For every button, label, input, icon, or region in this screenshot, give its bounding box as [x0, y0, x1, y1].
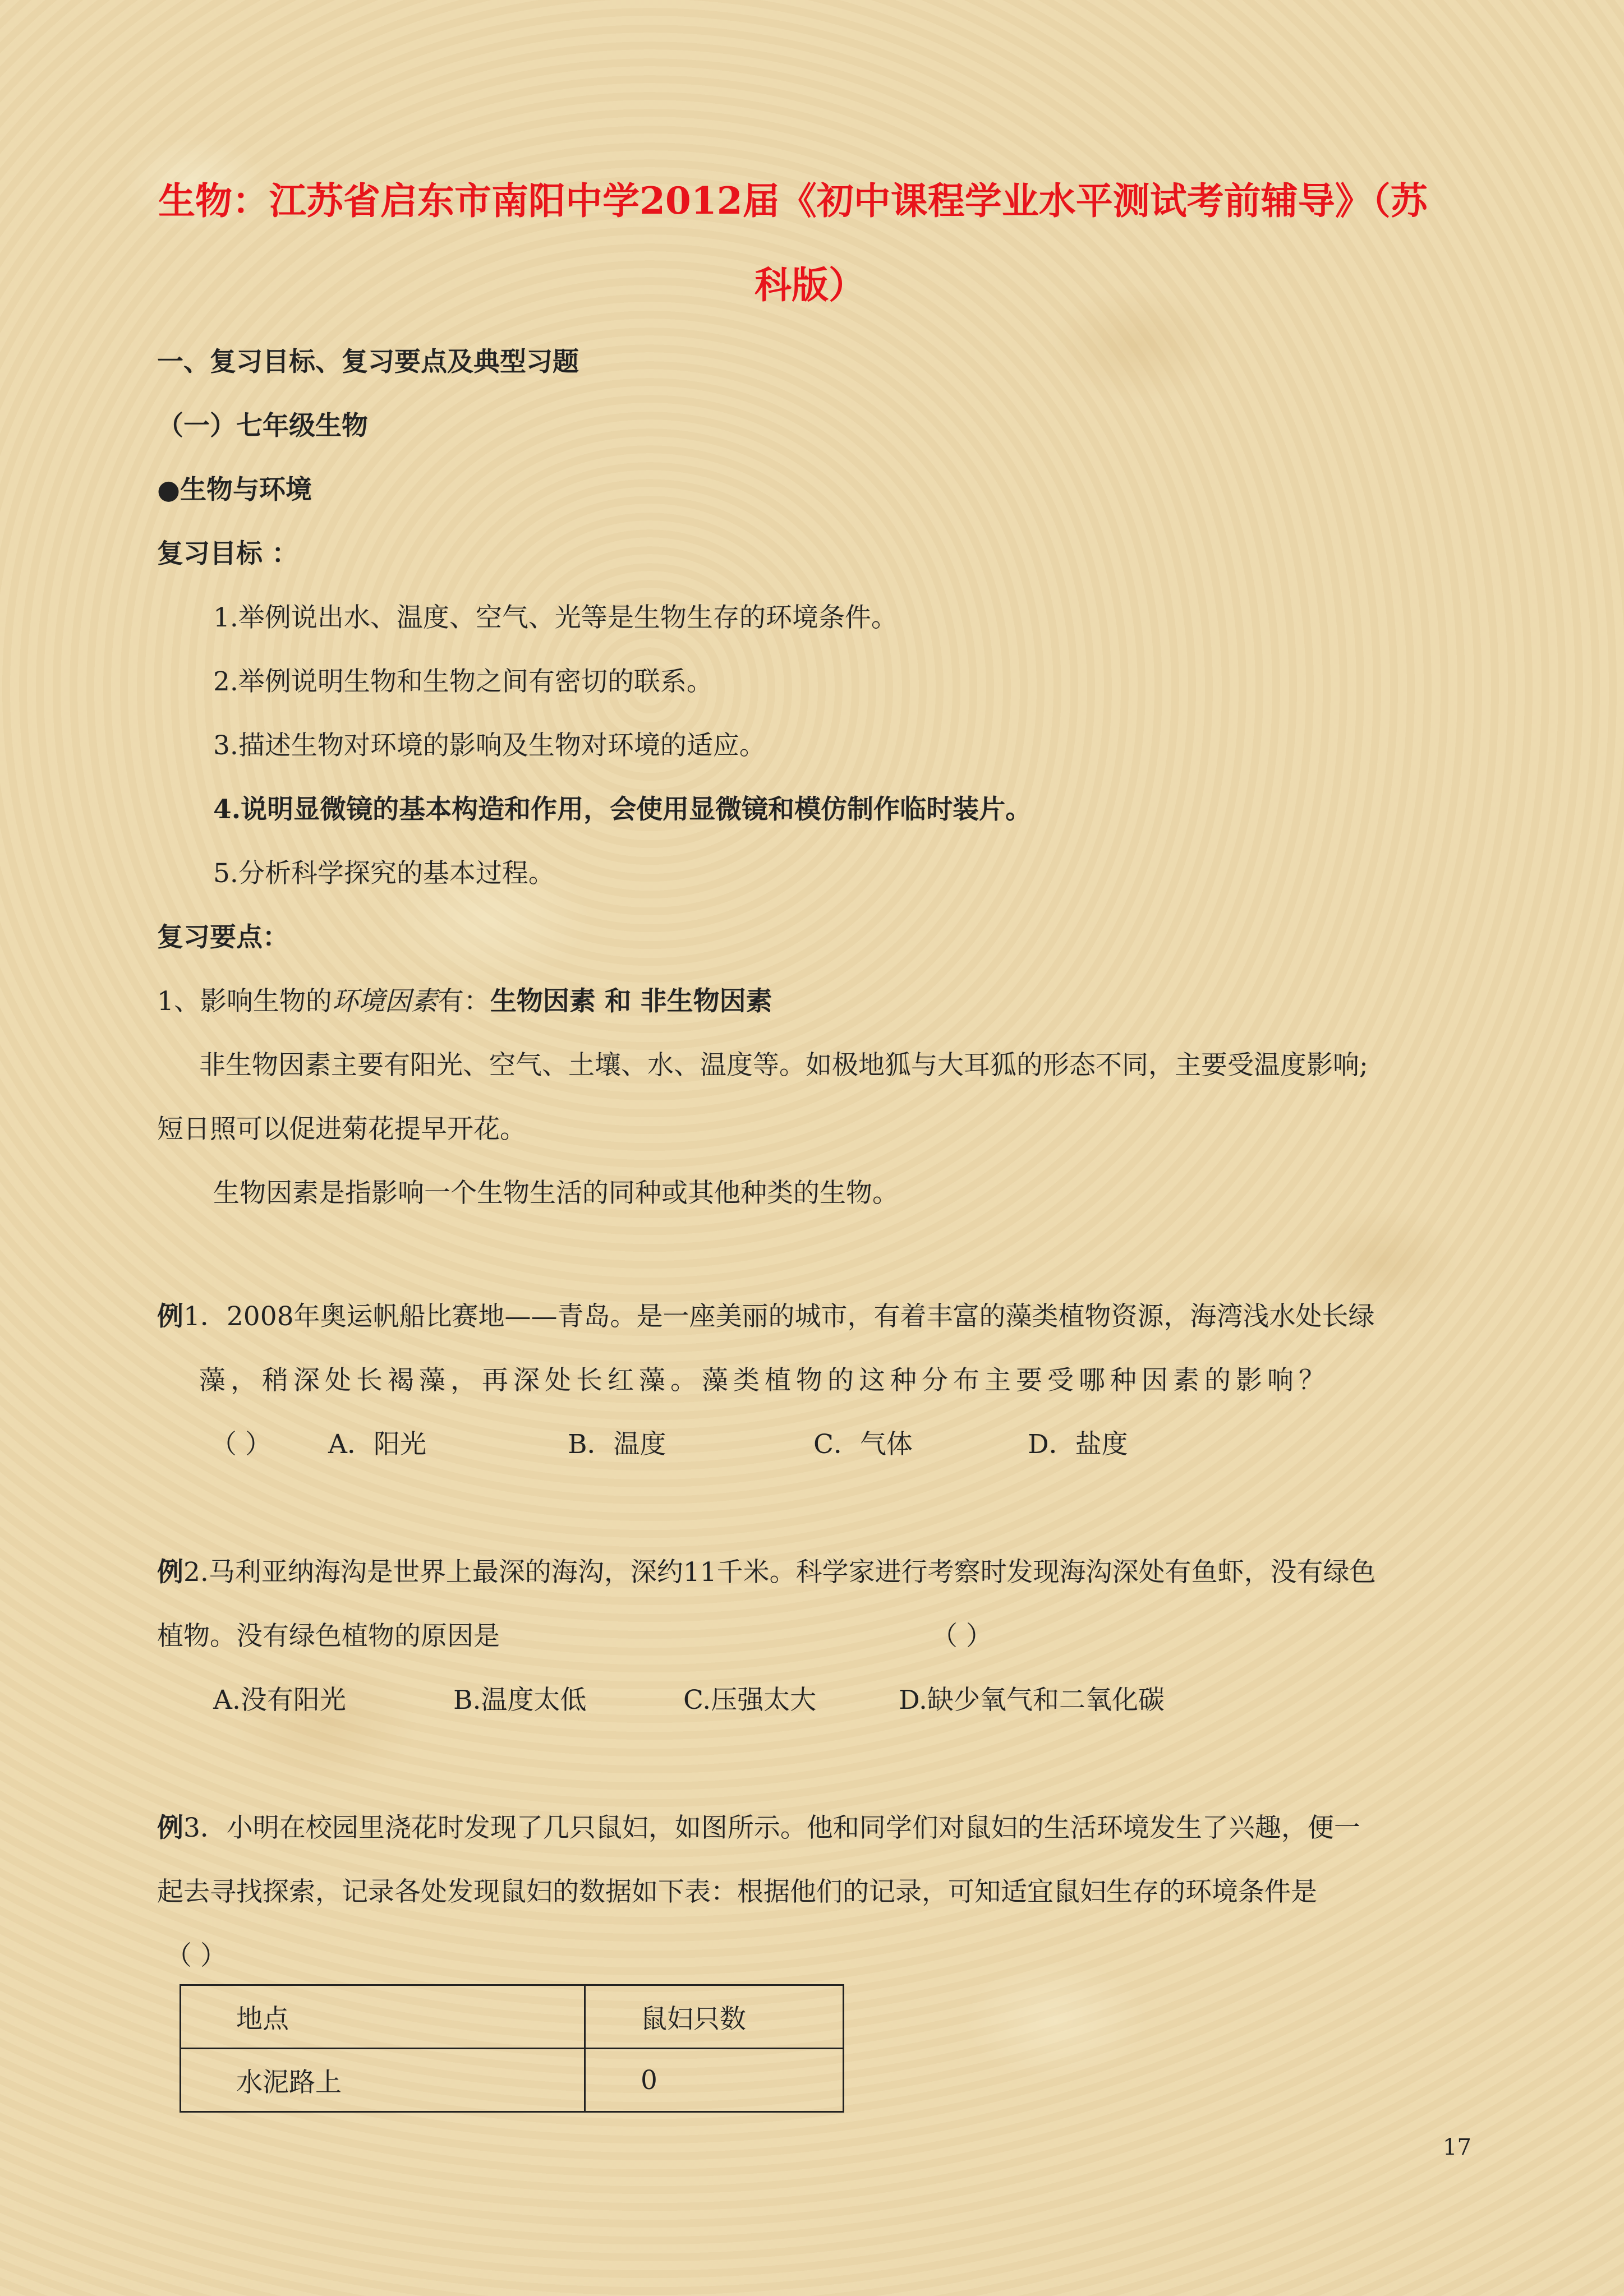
table-cell: 0	[585, 2049, 844, 2112]
point-1-prefix: 1、影响生物的	[157, 986, 332, 1017]
page-number: 17	[1443, 2134, 1471, 2160]
example-2-option-c: C.压强太大	[683, 1685, 817, 1716]
document-title-line2: 科版）	[755, 263, 866, 307]
example-2-option-a: A.没有阳光	[213, 1685, 346, 1716]
goals-heading: 复习目标 ：	[157, 538, 298, 569]
table-row	[181, 2049, 844, 2112]
goal-item: 4.说明显微镜的基本构造和作用，会使用显微镜和模仿制作临时装片。	[213, 794, 1032, 825]
example-3-line2: 起去寻找探索，记录各处发现鼠妇的数据如下表：根据他们的记录，可知适宜鼠妇生存的环境条件是	[157, 1877, 1317, 1907]
example-2-answer-paren: （ ）	[931, 1621, 992, 1652]
section-heading: 一、复习目标、复习要点及典型习题	[157, 347, 579, 377]
example-1-text: 1．2008年奥运帆船比赛地——青岛。是一座美丽的城市，有着丰富的藻类植物资源，海湾浅水处长绿	[183, 1301, 1375, 1332]
table-header-row	[181, 1985, 844, 2049]
example-2-option-b: B.温度太低	[453, 1685, 587, 1716]
table-header-cell: 地点	[181, 1985, 585, 2049]
example-1-option-b: B．温度	[568, 1429, 666, 1460]
subsection-heading: （一）七年级生物	[157, 411, 368, 441]
example-1-option-c: C．气体	[813, 1429, 913, 1460]
example-3-text: 3．小明在校园里浇花时发现了几只鼠妇，如图所示。他和同学们对鼠妇的生活环境发生了兴趣，便一	[183, 1813, 1360, 1843]
point-1-bold-terms: 生物因素 和 非生物因素	[490, 986, 772, 1017]
goal-item: 3.描述生物对环境的影响及生物对环境的适应。	[213, 730, 766, 761]
points-heading: 复习要点：	[157, 922, 289, 953]
example-3-line1	[157, 1807, 1360, 1845]
woodlouse-count-table	[180, 1984, 844, 2113]
document-title-line1: 生物：江苏省启东市南阳中学2012届《初中课程学业水平测试考前辅导》（苏	[158, 179, 1428, 223]
goal-item: 1.举例说出水、温度、空气、光等是生物生存的环境条件。	[213, 602, 898, 633]
example-1-label: 例	[157, 1301, 183, 1332]
example-2-line1	[157, 1551, 1376, 1589]
topic-heading: ●生物与环境	[157, 474, 312, 505]
nonbio-paragraph-line2: 短日照可以促进菊花提早开花。	[157, 1114, 526, 1145]
example-1-option-d: D．盐度	[1028, 1429, 1128, 1460]
example-3-answer-paren: （ ）	[165, 1940, 227, 1971]
nonbio-paragraph-line1: 非生物因素主要有阳光、空气、土壤、水、温度等。如极地狐与大耳狐的形态不同，主要受温度影响;	[199, 1050, 1368, 1081]
goal-item: 2.举例说明生物和生物之间有密切的联系。	[213, 666, 713, 697]
example-2-text: 2.马利亚纳海沟是世界上最深的海沟，深约11千米。科学家进行考察时发现海沟深处有鱼虾，没有绿色	[183, 1557, 1376, 1588]
table-cell: 水泥路上	[181, 2049, 585, 2112]
example-1-answer-paren: （ ）	[210, 1429, 272, 1460]
table-header-cell: 鼠妇只数	[585, 1985, 844, 2049]
example-1-line2: 藻，稍深处长褐藻，再深处长红藻。藻类植物的这种分布主要受哪种因素的影响？	[199, 1365, 1330, 1396]
example-2-label: 例	[157, 1557, 183, 1588]
example-2-line2: 植物。没有绿色植物的原因是	[157, 1621, 500, 1652]
example-2-option-d: D.缺少氧气和二氧化碳	[899, 1685, 1165, 1716]
point-1-italic-term: 环境因素	[332, 986, 438, 1017]
goal-item: 5.分析科学探究的基本过程。	[213, 858, 555, 889]
example-3-label: 例	[157, 1813, 183, 1843]
point-1-mid: 有：	[437, 986, 490, 1017]
bio-paragraph: 生物因素是指影响一个生物生活的同种或其他种类的生物。	[213, 1178, 899, 1209]
point-1	[157, 980, 772, 1018]
example-1-line1	[157, 1295, 1375, 1333]
example-1-option-a: A．阳光	[328, 1429, 426, 1460]
